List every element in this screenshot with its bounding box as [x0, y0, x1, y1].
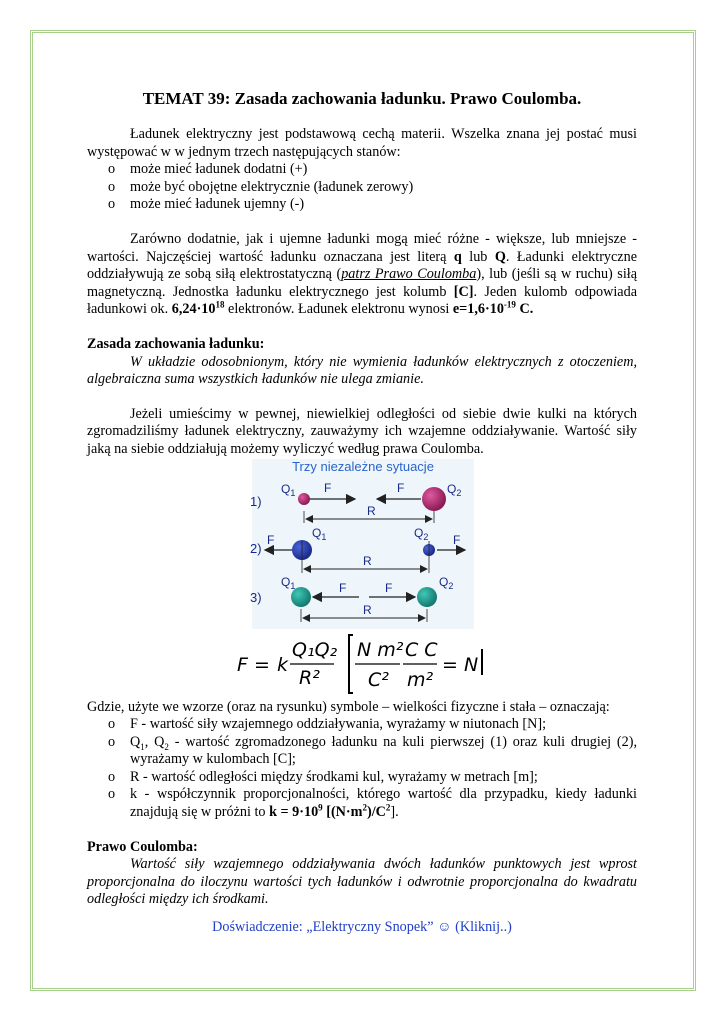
charge-paragraph: Zarówno dodatnie, jak i ujemne ładunki mogą mieć różne - większe, lub mniejsze - wartości. Najczęściej wartość ładunku oznaczana jest literą q lub Q. Ładunki elektryczne oddziaływują ze sobą siłą elektrostatyczną (patrz Prawo Coulomba), lub (jeśli są w ruchu) siłą magnetyczną. Jednostka ładunku elektrycznego jest kolumb [C]. Jeden kulomb odpowiada ładunkowi ok. $6,24\cdot 10^{18}$ elektronów. Ładunek elektronu wynosi $e=1,6\cdot 10^{-19}$ C. — [87, 230, 637, 318]
formula-k: k — [277, 653, 289, 676]
unit-denominator-1: C² — [368, 668, 389, 691]
unit-numerator-1: N m² — [357, 638, 404, 661]
force-label: F — [267, 532, 275, 547]
q2-label: $Q_2$ — [439, 574, 454, 591]
coulomb-law-text: Wartość siły wzajemnego oddziaływania dwóch ładunków punktowych jest wprost proporcjonalna do iloczynu wartości tych ładunków i odwrotnie proporcjonalna do kwadratu odległości między ich środkami. — [87, 856, 637, 908]
q1-label: $Q_1$ — [312, 525, 327, 542]
row-label: 2) — [250, 540, 262, 556]
formula-numerator: Q₁Q₂ — [292, 638, 338, 661]
q2-label: $Q_2$ — [414, 525, 429, 542]
symbols-intro: Gdzie, użyte we wzorze (oraz na rysunku) symbole – wielkości fizyczne i stała – oznaczają: — [87, 698, 610, 715]
q2-label: $Q_2$ — [447, 481, 462, 498]
list-item: o może mieć ładunek ujemny (-) — [108, 196, 305, 213]
force-label: F — [397, 480, 405, 495]
row-label: 3) — [250, 589, 262, 605]
three-situations-figure — [87, 459, 637, 629]
bracket-left — [349, 635, 353, 693]
q1-label: $Q_1$ — [281, 574, 296, 591]
formula-denominator: R² — [299, 666, 320, 689]
row-label: 1) — [250, 493, 262, 509]
charge-ball — [291, 587, 311, 607]
charge-ball — [417, 587, 437, 607]
coulomb-intro-paragraph: Jeżeli umieścimy w pewnej, niewielkiej odległości od siebie dwie kulki na których zgromadziliśmy ładunek elektryczny, zauważymy ich wzajemne oddziaływanie. Wartość siły jaką na siebie oddziałują możemy wyliczyć według prawa Coulomba. — [87, 405, 637, 457]
distance-label: R — [363, 553, 372, 568]
coulomb-formula — [87, 629, 637, 699]
symbols-list — [87, 716, 637, 822]
formula-svg — [87, 629, 637, 699]
distance-label: R — [363, 602, 372, 617]
list-item: o $Q_1$, $Q_2$ - wartość zgromadzonego ładunku na kuli pierwszej (1) oraz kuli drugiej (2), wyrażamy w kulombach [C]; — [108, 733, 637, 768]
figure-title: Trzy niezależne sytuacje — [292, 458, 434, 474]
charge-ball — [298, 493, 310, 505]
distance-label: R — [367, 503, 376, 518]
intro-paragraph: Ładunek elektryczny jest podstawową cechą materii. Wszelka znana jej postać musi występować w w jednym trzech następujących stanów: — [87, 126, 637, 160]
q1-label: $Q_1$ — [281, 481, 296, 498]
coulomb-heading: Prawo Coulomba: — [87, 838, 198, 855]
state-list — [87, 161, 637, 214]
unit-numerator-2: C C — [405, 638, 438, 661]
force-label: F — [339, 580, 347, 595]
document-body — [87, 88, 637, 937]
conservation-heading: Zasada zachowania ładunku: — [87, 335, 265, 352]
charge-ball — [422, 487, 446, 511]
coulomb-link[interactable]: patrz Prawo Coulomba — [341, 266, 477, 283]
force-label: F — [324, 480, 332, 495]
charges-diagram — [87, 459, 637, 629]
page-title: TEMAT 39: Zasada zachowania ładunku. Prawo Coulomba. — [142, 89, 582, 108]
list-item: o może mieć ładunek dodatni (+) — [108, 161, 308, 178]
list-item: o R - wartość odległości między środkami kul, wyrażamy w metrach [m]; — [108, 768, 538, 785]
experiment-link[interactable]: Doświadczenie: „Elektryczny Snopek” ☺ (Kliknij..) — [212, 919, 512, 936]
force-label: F — [385, 580, 393, 595]
formula-f: F = — [237, 653, 270, 676]
list-item: o F - wartość siły wzajemnego oddziaływania, wyrażamy w niutonach [N]; — [108, 716, 547, 733]
list-item: o k - współczynnik proporcjonalności, którego wartość dla przypadku, kiedy ładunki znajdują się w próżni to $k = 9\cdot 10^9$ $[(N\cdot m^2)/C^2]$. — [108, 786, 637, 821]
list-item: o może być obojętne elektrycznie (ładunek zerowy) — [108, 178, 414, 195]
force-label: F — [453, 532, 461, 547]
unit-denominator-2: m² — [407, 668, 434, 691]
conservation-text: W układzie odosobnionym, który nie wymienia ładunków elektrycznych z otoczeniem, algebraiczna suma wszystkich ładunków nie ulega zmianie. — [87, 353, 637, 388]
formula-result: = N — [442, 653, 479, 676]
